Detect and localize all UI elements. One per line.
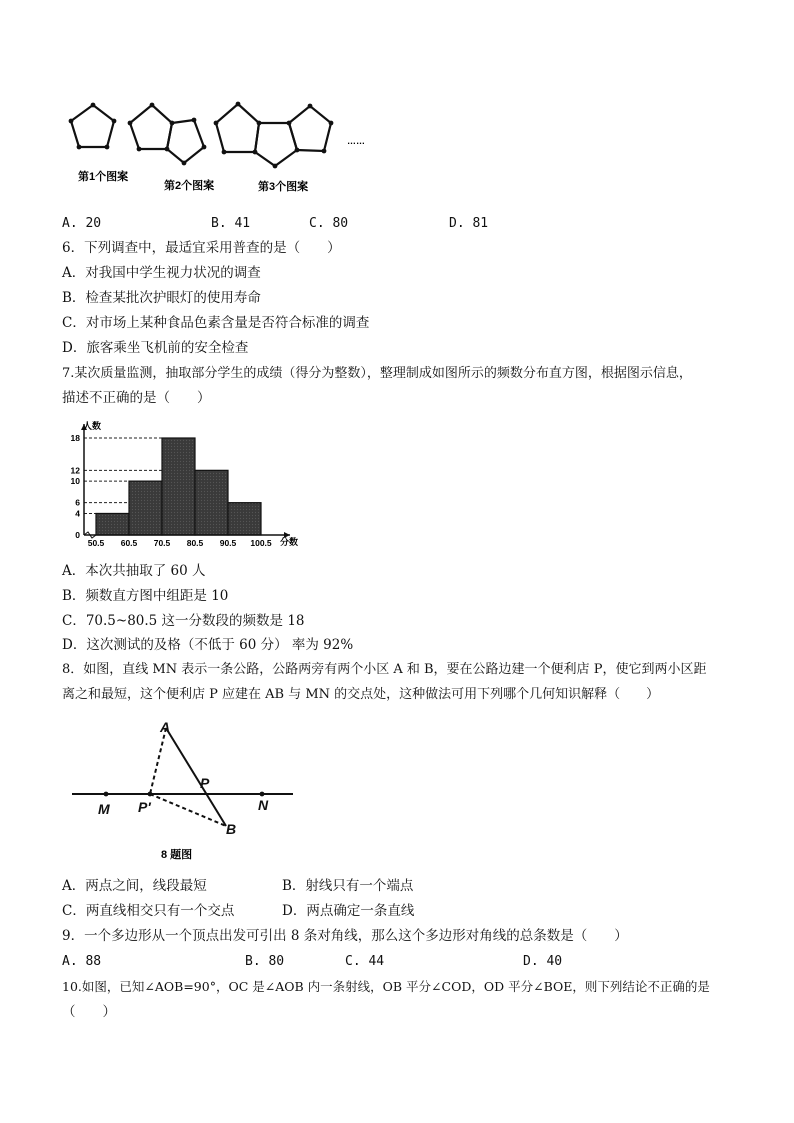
q9-option-d[interactable]: D. 40 — [523, 954, 563, 969]
q5-option-c[interactable]: C. 80 — [309, 216, 349, 231]
label-b: B — [226, 821, 237, 837]
segment-ap-prime — [150, 728, 166, 794]
histogram-y-tick-label: 12 — [70, 465, 80, 476]
segment-ab — [166, 728, 226, 826]
segment-p-prime-b — [150, 794, 226, 826]
frequency-histogram — [62, 418, 307, 553]
q8-option-d[interactable]: D．两点确定一条直线 — [282, 903, 415, 919]
q6-option-a[interactable]: A．对我国中学生视力状况的调查 — [62, 265, 261, 281]
histogram-bar — [162, 438, 195, 535]
histogram-y-tick-label: 6 — [75, 497, 80, 508]
q8-option-c[interactable]: C．两直线相交只有一个交点 — [62, 903, 235, 919]
q7-option-a[interactable]: A．本次共抽取了 60 人 — [62, 563, 206, 579]
histogram-x-tick-label: 60.5 — [120, 538, 138, 548]
q9-option-b[interactable]: B. 80 — [245, 954, 285, 969]
q7-option-c[interactable]: C．70.5~80.5 这一分数段的频数是 18 — [62, 613, 305, 629]
histogram-bar — [96, 513, 129, 535]
q7-option-d[interactable]: D．这次测试的及格（不低于 60 分） 率为 92% — [62, 637, 354, 653]
q6-stem: 6．下列调查中，最适宜采用普查的是（ ） — [62, 240, 341, 256]
q10-stem-line-2: （ ） — [62, 1004, 116, 1020]
q8-option-a[interactable]: A．两点之间，线段最短 — [62, 878, 207, 894]
q6-option-c[interactable]: C．对市场上某种食品色素含量是否符合标准的调查 — [62, 315, 370, 331]
q8-figure — [66, 716, 301, 866]
pattern-2-pentagon-a — [130, 105, 172, 149]
q6-option-b[interactable]: B．检查某批次护眼灯的使用寿命 — [62, 290, 261, 306]
histogram-bar — [195, 470, 228, 535]
q8-stem-line-1: 8．如图，直线 MN 表示一条公路，公路两旁有两个小区 A 和 B，要在公路边建一个便利店 P，使它到两小区距 — [62, 662, 707, 677]
q7-stem-line-1: 7.某次质量监测，抽取部分学生的成绩（得分为整数），整理制成如图所示的频数分布直方图，根据图示信息， — [62, 366, 692, 381]
histogram-x-tick-label: 100.5 — [250, 538, 272, 548]
label-m: M — [98, 801, 110, 817]
pentagon-patterns-figure — [60, 92, 365, 202]
pattern-3-pentagon-a — [216, 104, 259, 152]
label-n: N — [258, 797, 269, 813]
histogram-bar — [129, 481, 162, 535]
histogram-x-tick-label: 50.5 — [87, 538, 105, 548]
histogram-y-tick-label: 4 — [75, 508, 80, 519]
label-a: A — [160, 719, 171, 735]
point-n — [260, 792, 265, 797]
histogram-x-tick-label: 80.5 — [186, 538, 204, 548]
histogram-x-tick-label: 70.5 — [153, 538, 171, 548]
q7-option-b[interactable]: B．频数直方图中组距是 10 — [62, 588, 229, 604]
pattern-ellipsis: …… — [347, 136, 365, 146]
q9-option-c[interactable]: C. 44 — [345, 954, 385, 969]
histogram-y-tick-label: 0 — [75, 530, 80, 540]
histogram-x-tick-label: 90.5 — [219, 538, 237, 548]
label-p: P — [200, 775, 210, 791]
pattern-3-caption: 第3个图案 — [258, 181, 309, 193]
pattern-2-pentagon-b — [167, 120, 204, 163]
pattern-2-caption: 第2个图案 — [164, 180, 215, 192]
q6-option-d[interactable]: D．旅客乘坐飞机前的安全检查 — [62, 340, 249, 356]
q8-stem-line-2: 离之和最短，这个便利店 P 应建在 AB 与 MN 的交点处，这种做法可用下列哪个几何知识解释（ ） — [62, 687, 660, 702]
q5-option-b[interactable]: B. 41 — [211, 216, 251, 231]
point-p-prime — [148, 792, 153, 797]
histogram-y-tick-label: 18 — [70, 433, 80, 443]
histogram-y-tick-label: 10 — [70, 476, 80, 487]
q9-option-a[interactable]: A. 88 — [62, 954, 102, 969]
q10-stem-line-1: 10.如图，已知∠AOB=90°，OC 是∠AOB 内一条射线，OB 平分∠COD，OD 平分∠BOE，则下列结论不正确的是 — [62, 979, 710, 994]
pattern-1-caption: 第1个图案 — [78, 171, 129, 183]
label-p-prime: P′ — [138, 799, 151, 815]
q7-stem-line-2: 描述不正确的是（ ） — [62, 390, 211, 406]
histogram-bar — [228, 503, 261, 535]
q9-stem: 9．一个多边形从一个顶点出发可引出 8 条对角线，那么这个多边形对角线的总条数是（ ） — [62, 928, 628, 944]
point-m — [104, 792, 109, 797]
histogram-x-axis-label: 分数 — [280, 537, 299, 547]
pattern-3-pentagon-c — [289, 106, 331, 151]
q8-option-b[interactable]: B．射线只有一个端点 — [282, 878, 414, 894]
q5-option-d[interactable]: D. 81 — [449, 216, 489, 231]
q8-figure-caption: 8 题图 — [161, 849, 193, 861]
pattern-1-pentagon — [71, 105, 114, 147]
q5-option-a[interactable]: A. 20 — [62, 216, 102, 231]
histogram-y-axis-label: 人数 — [83, 421, 102, 431]
